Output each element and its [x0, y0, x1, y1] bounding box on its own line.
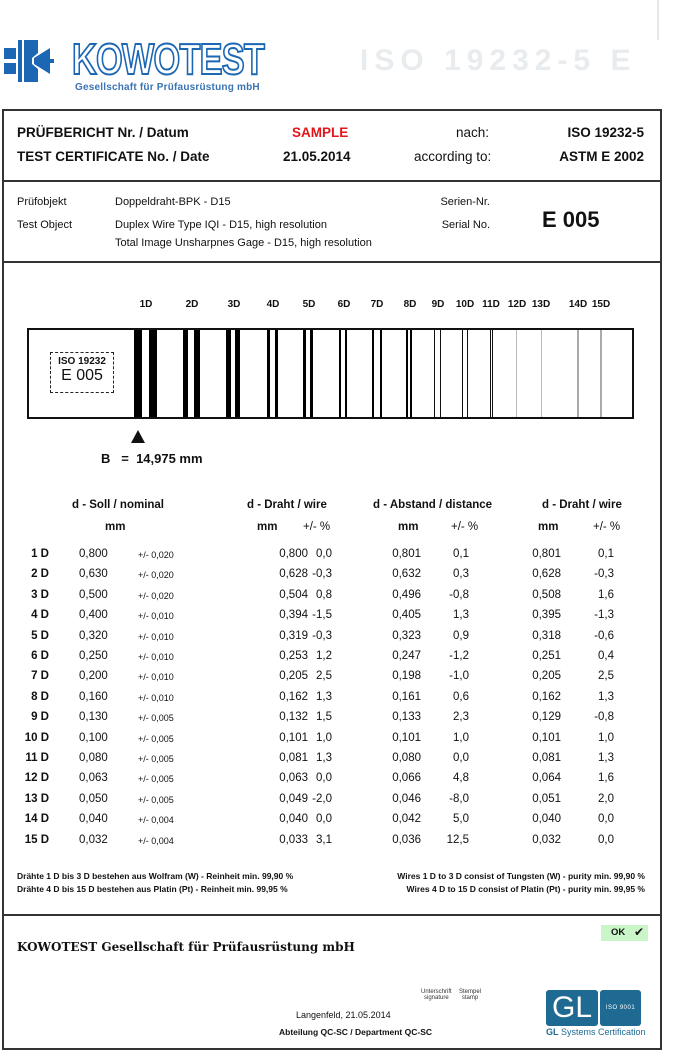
- cell-tol: +/- 0,010: [138, 631, 174, 642]
- wire-bar-2d-2: [194, 330, 200, 417]
- cell-w2: 0,162: [532, 690, 561, 703]
- cell-d: 0,323: [392, 629, 421, 642]
- cell-d: 0,161: [392, 690, 421, 703]
- wire-label-1d: 1D: [139, 299, 153, 310]
- ok-label: OK: [611, 927, 626, 938]
- wire-bar-7d-1: [372, 330, 374, 417]
- wire-bar-10d-2: [467, 330, 468, 417]
- wire-bar-5d-1: [303, 330, 306, 417]
- wire-bar-14d-1: [577, 330, 579, 417]
- table-row: [0, 752, 700, 772]
- wire-label-15d: 15D: [591, 299, 611, 310]
- cell-tol: +/- 0,020: [138, 590, 174, 601]
- cell-tol: +/- 0,010: [138, 611, 174, 622]
- serial-number: E 005: [542, 207, 600, 232]
- divider: [2, 180, 660, 182]
- cell-id: 11 D: [25, 752, 49, 764]
- cell-w2: 0,081: [532, 752, 561, 764]
- col-unit-wire2-mm: mm: [538, 521, 559, 533]
- cell-w2: 0,064: [532, 772, 561, 785]
- object-label-en: Test Object: [17, 219, 73, 231]
- gl-certification-logo: [546, 990, 641, 1026]
- gl-logo-icon: GL: [546, 990, 598, 1026]
- cell-d: 0,133: [392, 711, 421, 724]
- report-number: SAMPLE: [292, 125, 349, 140]
- cell-w2p: 0,1: [598, 548, 614, 560]
- wire-bar-2d-1: [183, 330, 188, 417]
- cell-w2: 0,628: [532, 568, 561, 581]
- note-de-1: Drähte 1 D bis 3 D bestehen aus Wolfram (W) - Reinheit min. 99,90 %: [17, 871, 294, 881]
- cell-w2p: 1,6: [598, 772, 614, 785]
- cell-w1p: 2,5: [316, 670, 332, 683]
- cell-w2: 0,318: [532, 629, 561, 642]
- col-unit-wire-pct: +/- %: [303, 521, 331, 533]
- cell-w1p: 1,0: [316, 731, 332, 744]
- serial-label-en: Serial No.: [441, 219, 490, 231]
- cell-d: 0,046: [392, 792, 421, 805]
- cell-w1: 0,063: [279, 772, 308, 785]
- cell-w1p: -1,5: [312, 609, 332, 622]
- wire-bar-5d-2: [310, 330, 313, 417]
- cell-w1p: -0,3: [312, 568, 332, 581]
- table-row: [0, 568, 700, 588]
- cell-dp: 0,1: [453, 548, 469, 560]
- gauge-plate-marking: [50, 352, 114, 393]
- col-group-wire2: d - Draht / wire: [542, 499, 622, 511]
- cell-nominal: 0,400: [79, 609, 108, 622]
- cell-tol: +/- 0,005: [138, 733, 174, 744]
- wire-label-9d: 9D: [431, 299, 445, 310]
- cell-dp: -0,8: [449, 588, 469, 601]
- iso-9001-badge: ISO 9001: [600, 990, 641, 1026]
- cell-w2p: 1,6: [598, 588, 614, 601]
- cell-dp: -1,0: [449, 670, 469, 683]
- stamp-label-de: Stempel: [459, 989, 482, 995]
- plate-standard: ISO 19232: [58, 356, 106, 367]
- wire-bar-6d-2: [345, 330, 347, 417]
- cell-d: 0,101: [392, 731, 421, 744]
- cell-id: 7 D: [31, 670, 49, 683]
- cell-dp: 0,9: [453, 629, 469, 642]
- cell-w1p: -2,0: [312, 792, 332, 805]
- cell-tol: +/- 0,020: [138, 570, 174, 581]
- cell-id: 9 D: [31, 711, 49, 724]
- cell-w1p: 0,8: [316, 588, 332, 601]
- wire-bar-9d-2: [440, 330, 441, 417]
- cell-w2p: 0,0: [598, 813, 614, 826]
- cell-id: 4 D: [31, 609, 49, 622]
- cell-tol: +/- 0,004: [138, 815, 174, 826]
- b-equals: =: [121, 451, 129, 466]
- wire-bar-8d-1: [406, 330, 408, 417]
- wire-label-2d: 2D: [185, 299, 199, 310]
- wire-bar-12d-1: [516, 330, 517, 417]
- cell-w1: 0,033: [279, 833, 308, 846]
- cell-w2p: 0,4: [598, 650, 614, 662]
- cell-w1: 0,132: [279, 711, 308, 724]
- cell-nominal: 0,200: [79, 670, 108, 683]
- cell-w1: 0,081: [279, 752, 308, 764]
- wire-bar-8d-2: [410, 330, 412, 417]
- wire-label-13d: 13D: [531, 299, 551, 310]
- cell-dp: 4,8: [453, 772, 469, 785]
- cell-tol: +/- 0,005: [138, 794, 174, 805]
- cell-d: 0,198: [392, 670, 421, 683]
- cell-w1: 0,101: [279, 731, 308, 744]
- b-dimension: [101, 451, 203, 466]
- cell-id: 1 D: [31, 548, 49, 560]
- cell-tol: +/- 0,010: [138, 692, 174, 703]
- cell-w2p: 1,0: [598, 731, 614, 744]
- cell-id: 5 D: [31, 629, 49, 642]
- object-line-3: Total Image Unsharpnes Gage - D15, high resolution: [115, 237, 372, 249]
- wire-bar-11d-1: [490, 330, 491, 417]
- note-en-1: Wires 1 D to 3 D consist of Tungsten (W) - purity min. 99,90 %: [397, 871, 645, 881]
- serial-label-de: Serien-Nr.: [440, 196, 490, 208]
- wire-bar-7d-2: [380, 330, 382, 417]
- cell-tol: +/- 0,005: [138, 754, 174, 764]
- cell-w2: 0,101: [532, 731, 561, 744]
- cell-d: 0,080: [392, 752, 421, 764]
- wire-bar-10d-1: [462, 330, 463, 417]
- standard-iso: ISO 19232-5: [567, 125, 644, 140]
- cell-w1p: 1,2: [316, 650, 332, 662]
- col-group-distance: d - Abstand / distance: [373, 499, 493, 511]
- cell-nominal: 0,800: [79, 548, 108, 560]
- cell-w2p: 1,3: [598, 690, 614, 703]
- cell-w1: 0,504: [279, 588, 308, 601]
- gl-caption-bold: GL: [546, 1027, 559, 1037]
- cell-dp: 0,3: [453, 568, 469, 581]
- wire-bar-9d-1: [434, 330, 435, 417]
- cell-w1: 0,394: [279, 609, 308, 622]
- cell-d: 0,632: [392, 568, 421, 581]
- cell-w1p: 1,3: [316, 752, 332, 764]
- cell-dp: 5,0: [453, 813, 469, 826]
- note-de-2: Drähte 4 D bis 15 D bestehen aus Platin (Pt) - Reinheit min. 99,95 %: [17, 884, 288, 894]
- wire-bar-3d-2: [235, 330, 240, 417]
- according-label-de: nach:: [456, 125, 490, 140]
- object-line-2: Duplex Wire Type IQI - D15, high resolution: [115, 219, 327, 231]
- table-row: [0, 732, 700, 752]
- cell-id: 15 D: [24, 833, 49, 846]
- cell-tol: +/- 0,004: [138, 835, 174, 846]
- cell-tol: +/- 0,010: [138, 672, 174, 683]
- cell-dp: 2,3: [453, 711, 469, 724]
- b-label: B: [101, 451, 111, 466]
- cell-w1p: 1,3: [316, 690, 332, 703]
- cell-dp: 12,5: [446, 833, 469, 846]
- col-unit-wire2-pct: +/- %: [593, 521, 621, 533]
- cell-nominal: 0,250: [79, 650, 108, 662]
- table-row: [0, 813, 700, 833]
- col-unit-nominal: mm: [105, 521, 126, 533]
- wire-bar-6d-1: [339, 330, 341, 417]
- faded-edge-line: [657, 0, 659, 40]
- table-row: [0, 772, 700, 792]
- cell-d: 0,042: [392, 813, 421, 826]
- table-row: [0, 630, 700, 650]
- cell-dp: -1,2: [449, 650, 469, 662]
- object-label-de: Prüfobjekt: [17, 196, 67, 208]
- cell-d: 0,036: [392, 833, 421, 846]
- cell-dp: 0,0: [453, 752, 469, 764]
- table-row: [0, 589, 700, 609]
- divider: [2, 914, 660, 916]
- wire-bar-13d-1: [541, 330, 542, 417]
- wire-label-7d: 7D: [370, 299, 384, 310]
- note-en-2: Wires 4 D to 15 D consist of Platin (Pt) - purity min. 99,95 %: [406, 884, 645, 894]
- cell-w2: 0,205: [532, 670, 561, 683]
- divider: [2, 261, 660, 263]
- wire-label-5d: 5D: [302, 299, 316, 310]
- object-line-1: Doppeldraht-BPK - D15: [115, 196, 231, 208]
- cell-w1: 0,319: [279, 629, 308, 642]
- report-label-de: PRÜFBERICHT Nr. / Datum: [17, 125, 189, 140]
- place-date: Langenfeld, 21.05.2014: [296, 1010, 391, 1020]
- marker-triangle-icon: [131, 430, 145, 443]
- iqi-gauge-strip: [27, 328, 634, 419]
- cell-w1: 0,162: [279, 690, 308, 703]
- table-row: [0, 711, 700, 731]
- cell-tol: +/- 0,005: [138, 713, 174, 724]
- cell-w2p: -1,3: [594, 609, 614, 622]
- logo-wordmark: KOWOTEST: [72, 35, 265, 84]
- cell-id: 12 D: [24, 772, 49, 785]
- stamp-label: [459, 989, 481, 1001]
- cell-w2p: -0,6: [594, 629, 614, 642]
- table-row: [0, 691, 700, 711]
- cell-w1: 0,205: [279, 670, 308, 683]
- cell-tol: +/- 0,020: [138, 550, 174, 560]
- plate-serial: E 005: [61, 367, 103, 384]
- cell-id: 2 D: [31, 568, 49, 581]
- cell-id: 13 D: [24, 792, 49, 805]
- cell-w1p: -0,3: [312, 629, 332, 642]
- table-row: [0, 548, 700, 568]
- wire-bar-3d-1: [226, 330, 231, 417]
- cell-nominal: 0,050: [79, 792, 108, 805]
- table-row: [0, 834, 700, 854]
- cell-w1: 0,253: [279, 650, 308, 662]
- wire-bar-4d-2: [275, 330, 278, 417]
- report-label-en: TEST CERTIFICATE No. / Date: [17, 149, 210, 164]
- cell-w2: 0,051: [532, 792, 561, 805]
- cell-w1p: 1,5: [316, 711, 332, 724]
- wire-label-6d: 6D: [337, 299, 351, 310]
- cell-w2: 0,801: [532, 548, 561, 560]
- cell-nominal: 0,160: [79, 690, 108, 703]
- col-unit-distance-mm: mm: [398, 521, 419, 533]
- signature-label: [421, 989, 452, 1001]
- cell-w2: 0,032: [532, 833, 561, 846]
- stamp-label-en: stamp: [461, 995, 479, 1001]
- gl-caption-text: Systems Certification: [558, 1027, 646, 1037]
- col-unit-wire-mm: mm: [257, 521, 278, 533]
- table-row: [0, 650, 700, 670]
- cell-nominal: 0,080: [79, 752, 108, 764]
- table-row: [0, 793, 700, 813]
- cell-w2p: 0,0: [598, 833, 614, 846]
- cell-w2p: 2,5: [598, 670, 614, 683]
- wire-label-12d: 12D: [507, 299, 527, 310]
- checkmark-icon: ✔: [634, 925, 645, 939]
- cell-id: 3 D: [31, 588, 49, 601]
- cell-d: 0,066: [392, 772, 421, 785]
- cell-id: 8 D: [31, 690, 49, 703]
- wire-label-4d: 4D: [266, 299, 280, 310]
- signature-label-en: signature: [424, 995, 449, 1001]
- table-row: [0, 670, 700, 690]
- cell-d: 0,496: [392, 588, 421, 601]
- wire-label-11d: 11D: [482, 299, 500, 310]
- cell-w2: 0,251: [532, 650, 561, 662]
- cell-id: 6 D: [31, 650, 49, 662]
- cell-w2: 0,040: [532, 813, 561, 826]
- cell-w2p: -0,3: [594, 568, 614, 581]
- signature-label-de: Unterschrift: [421, 989, 452, 995]
- cell-dp: 1,0: [453, 731, 469, 744]
- wire-bar-15d-1: [600, 330, 602, 417]
- cell-w1p: 0,0: [316, 813, 332, 826]
- b-value: 14,975 mm: [136, 451, 203, 466]
- cell-w2p: 2,0: [598, 792, 614, 805]
- cell-w2: 0,129: [532, 711, 561, 724]
- table-row: [0, 609, 700, 629]
- faded-background-text: ISO 19232-5 E: [360, 44, 637, 77]
- cell-nominal: 0,130: [79, 711, 108, 724]
- report-date: 21.05.2014: [283, 149, 351, 164]
- col-group-wire: d - Draht / wire: [247, 499, 327, 511]
- cell-w1p: 0,0: [316, 548, 332, 560]
- cell-w2: 0,395: [532, 609, 561, 622]
- wire-bar-4d-1: [267, 330, 270, 417]
- cell-w2: 0,508: [532, 588, 561, 601]
- cell-w1: 0,628: [279, 568, 308, 581]
- logo-subtitle: Gesellschaft für Prüfausrüstung mbH: [75, 82, 260, 93]
- standard-astm: ASTM E 2002: [559, 149, 644, 164]
- cell-d: 0,405: [392, 609, 421, 622]
- cell-dp: -8,0: [449, 792, 469, 805]
- cell-nominal: 0,040: [79, 813, 108, 826]
- wire-bar-1d-1: [134, 330, 142, 417]
- cell-nominal: 0,032: [79, 833, 108, 846]
- cell-w1: 0,040: [279, 813, 308, 826]
- wire-label-8d: 8D: [403, 299, 417, 310]
- cell-w1p: 0,0: [316, 772, 332, 785]
- gl-caption: [546, 1027, 646, 1037]
- cell-nominal: 0,100: [79, 731, 108, 744]
- department: Abteilung QC-SC / Department QC-SC: [279, 1027, 433, 1037]
- wire-bar-1d-2: [149, 330, 157, 417]
- cell-nominal: 0,500: [79, 588, 108, 601]
- cell-d: 0,801: [392, 548, 421, 560]
- cell-w1: 0,049: [279, 792, 308, 805]
- cell-id: 14 D: [24, 813, 49, 826]
- wire-bar-11d-2: [492, 330, 493, 417]
- cell-d: 0,247: [392, 650, 421, 662]
- cell-tol: +/- 0,010: [138, 652, 174, 662]
- cell-w1: 0,800: [279, 548, 308, 560]
- cell-tol: +/- 0,005: [138, 774, 174, 785]
- according-label-en: according to:: [414, 149, 492, 164]
- cell-dp: 0,6: [453, 690, 469, 703]
- kowotest-k-logo-icon: [4, 40, 54, 82]
- cell-dp: 1,3: [453, 609, 469, 622]
- cell-w1p: 3,1: [316, 833, 332, 846]
- wire-label-14d: 14D: [568, 299, 588, 310]
- cell-nominal: 0,630: [79, 568, 108, 581]
- company-name: KOWOTEST Gesellschaft für Prüfausrüstung mbH: [17, 940, 355, 954]
- wire-label-10d: 10D: [455, 299, 475, 310]
- cell-w2p: 1,3: [598, 752, 614, 764]
- ok-badge: [601, 925, 648, 941]
- cell-id: 10 D: [24, 731, 49, 744]
- cell-w2p: -0,8: [594, 711, 614, 724]
- cell-nominal: 0,320: [79, 629, 108, 642]
- cell-nominal: 0,063: [79, 772, 108, 785]
- col-group-nominal: d - Soll / nominal: [72, 499, 164, 511]
- col-unit-distance-pct: +/- %: [451, 521, 479, 533]
- wire-label-3d: 3D: [227, 299, 241, 310]
